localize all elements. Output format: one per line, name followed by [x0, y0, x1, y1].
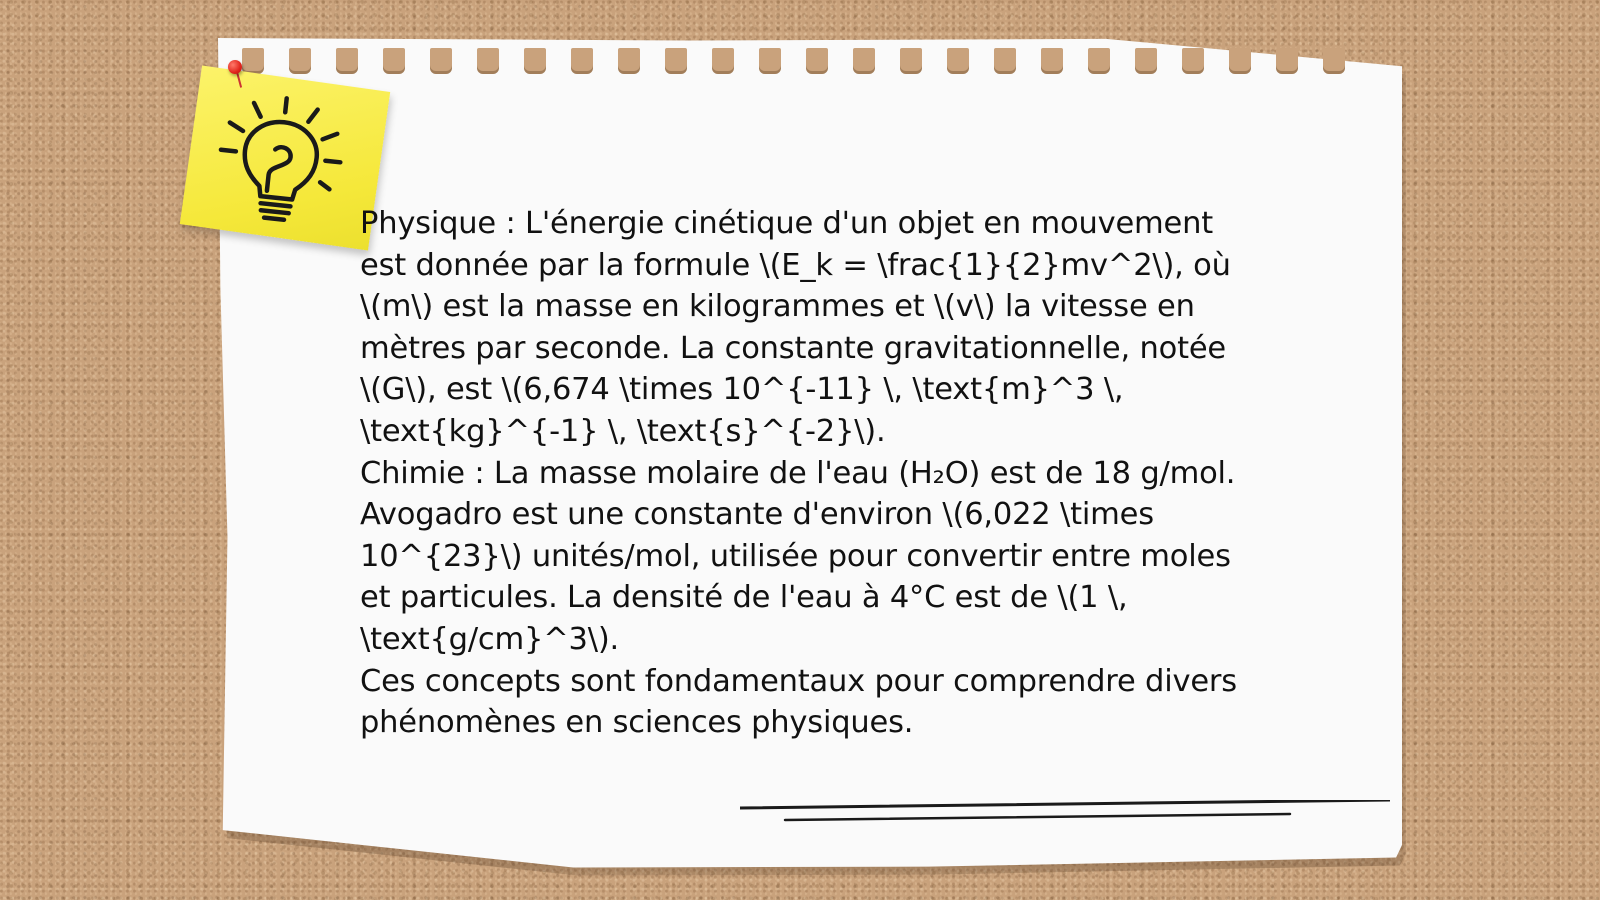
- note-body: [360, 203, 1240, 744]
- binding-hole: [1323, 48, 1345, 74]
- decorative-underline: [740, 800, 1390, 840]
- physics-paragraph: Physique : L'énergie cinétique d'un objet en mouvement est donnée par la formule \(E_k = \frac{1}{2}mv^2\), où \(m\) est la masse en kilogrammes et \(v\) la vitesse en mètres par seconde. La constante gravitationnelle, notée \(G\), est \(6,674 \times 10^{-11} \, \text{m}^3 \, \text{kg}^{-1} \, \text{s}^{-2}\).: [360, 206, 1231, 449]
- binding-hole: [712, 48, 734, 74]
- binding-hole: [665, 48, 687, 74]
- binding-hole: [618, 48, 640, 74]
- binding-hole: [571, 48, 593, 74]
- binding-hole: [1041, 48, 1063, 74]
- binding-hole: [289, 48, 311, 74]
- binding-hole: [1276, 48, 1298, 74]
- binding-hole: [383, 48, 405, 74]
- binding-hole: [994, 48, 1016, 74]
- binding-hole: [853, 48, 875, 74]
- binding-hole: [430, 48, 452, 74]
- conclusion-paragraph: Ces concepts sont fondamentaux pour comprendre divers phénomènes en sciences physiques.: [360, 663, 1237, 741]
- binding-hole: [806, 48, 828, 74]
- binding-hole: [336, 48, 358, 74]
- spiral-holes: [242, 48, 1372, 74]
- binding-hole: [1135, 48, 1157, 74]
- binding-hole: [477, 48, 499, 74]
- binding-hole: [1229, 48, 1251, 74]
- binding-hole: [759, 48, 781, 74]
- binding-hole: [242, 48, 264, 74]
- binding-hole: [900, 48, 922, 74]
- chemistry-paragraph: Chimie : La masse molaire de l'eau (H₂O) est de 18 g/mol. Avogadro est une constante d'environ \(6,022 \times 10^{23}\) unités/mol, utilisée pour convertir entre moles et particules. La densité de l'eau à 4°C est de \(1 \, \text{g/cm}^3\).: [360, 455, 1236, 657]
- binding-hole: [524, 48, 546, 74]
- pushpin-icon: [228, 60, 242, 74]
- lightbulb-icon: [203, 85, 357, 239]
- binding-hole: [1182, 48, 1204, 74]
- binding-hole: [1088, 48, 1110, 74]
- binding-hole: [947, 48, 969, 74]
